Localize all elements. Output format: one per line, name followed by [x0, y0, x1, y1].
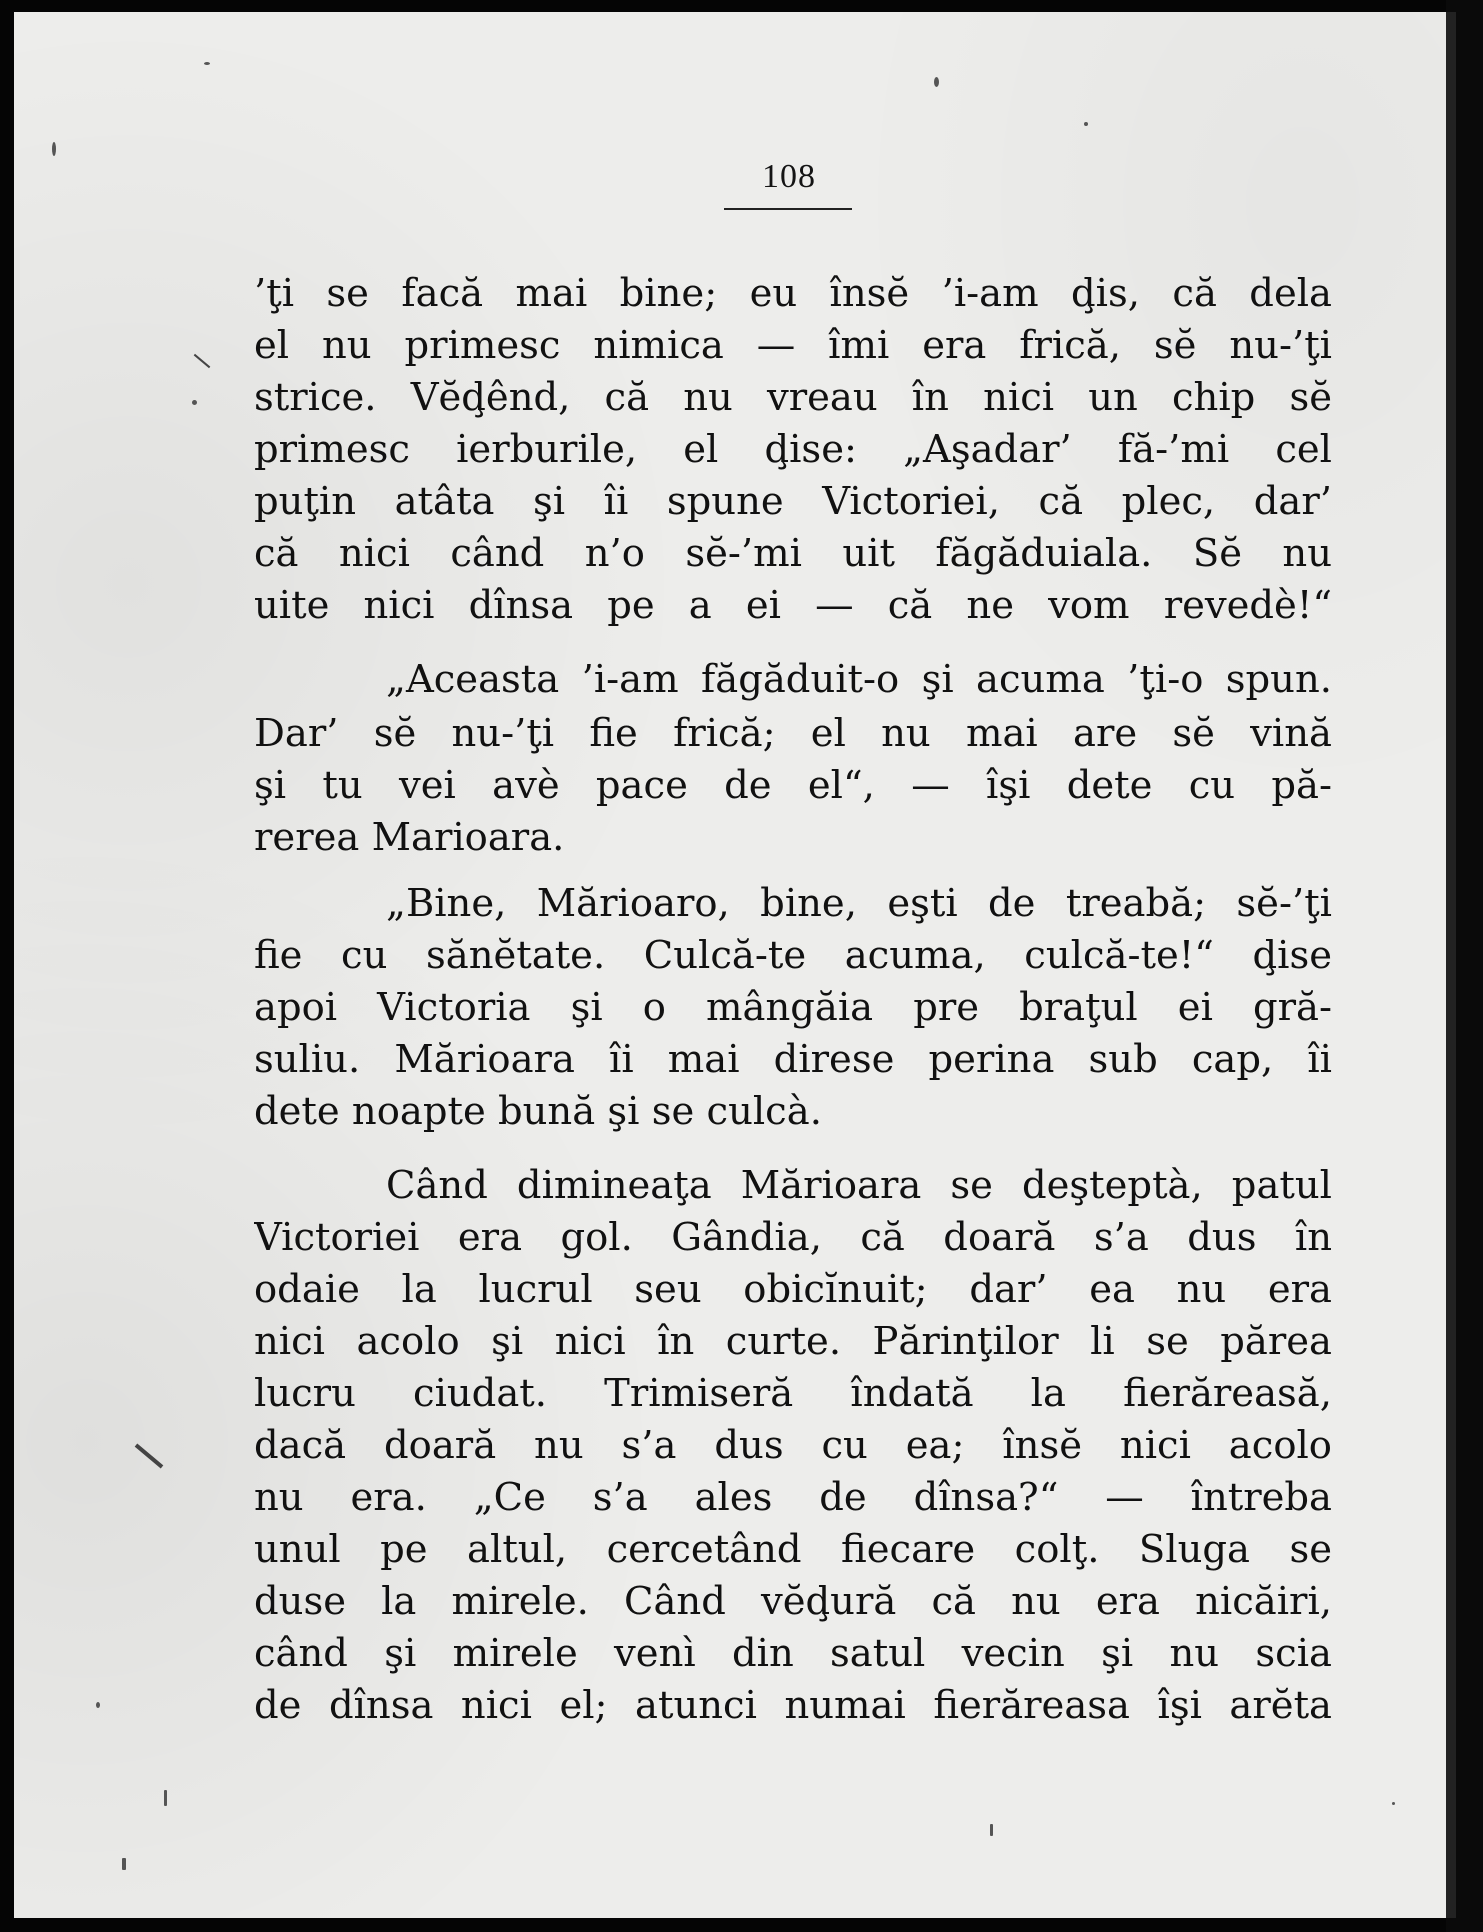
text-line: unul pe altul, cercetând fiecare colţ. Sluga se	[254, 1527, 1332, 1572]
text-line: odaie la lucrul seu obicĭnuit; dar’ ea nu era	[254, 1267, 1332, 1312]
text-line: „Aceasta ’i-am făgăduit-o şi acuma ’ţi-o spun.	[386, 657, 1332, 702]
text-line: suliu. Mărioara îi mai direse perina sub cap, îi	[254, 1037, 1332, 1082]
text-line: dete noapte bună şi se culcà.	[254, 1089, 822, 1134]
page-right-shadow	[1446, 12, 1456, 1918]
ink-speck	[122, 1858, 126, 1870]
ink-speck	[934, 77, 939, 87]
text-line: nu era. „Ce s’a ales de dînsa?“ — întreba	[254, 1475, 1332, 1520]
ink-speck	[164, 1790, 167, 1806]
text-line: rerea Marioara.	[254, 815, 565, 860]
text-line: el nu primesc nimica — îmi era frică, sĕ nu-’ţi	[254, 323, 1332, 368]
text-line: că nici când n’o sĕ-’mi uit făgăduiala. Sĕ nu	[254, 531, 1332, 576]
text-line: de dînsa nici el; atunci numai fierăreasa îşi arĕta	[254, 1683, 1332, 1728]
text-line: când şi mirele venì din satul vecin şi nu scia	[254, 1631, 1332, 1676]
text-line: primesc ierburile, el ḑise: „Aşadar’ fă-’mi cel	[254, 427, 1332, 472]
text-line: apoi Victoria şi o mângăia pre braţul ei gră-	[254, 985, 1332, 1030]
text-line: nici acolo şi nici în curte. Părinţilor li se părea	[254, 1319, 1332, 1364]
text-line: Victoriei era gol. Gândia, că doară s’a dus în	[254, 1215, 1332, 1260]
text-line: duse la mirele. Când vĕḑură că nu era nicăiri,	[254, 1579, 1332, 1624]
text-line: Când dimineaţa Mărioara se deşteptà, patul	[386, 1163, 1332, 1208]
ink-speck	[1084, 122, 1088, 126]
ink-speck	[96, 1702, 100, 1708]
text-line: dacă doară nu s’a dus cu ea; însĕ nici acolo	[254, 1423, 1332, 1468]
ink-speck	[1392, 1802, 1395, 1805]
ink-speck	[192, 400, 197, 405]
text-line: şi tu vei avè pace de el“, — îşi dete cu pă-	[254, 763, 1332, 808]
page-number-rule	[724, 208, 852, 210]
text-line: Dar’ sĕ nu-’ţi fie frică; el nu mai are sĕ vină	[254, 711, 1332, 756]
ink-mark	[194, 354, 211, 368]
ink-speck	[52, 142, 56, 156]
ink-mark	[135, 1444, 164, 1469]
text-line: lucru ciudat. Trimiseră îndată la fierăreasă,	[254, 1371, 1332, 1416]
text-line: puţin atâta şi îi spune Victoriei, că plec, dar’	[254, 479, 1332, 524]
text-line: ’ţi se facă mai bine; eu însĕ ’i-am ḑis, că dela	[254, 271, 1332, 316]
ink-speck	[204, 62, 210, 65]
text-line: strice. Vĕḑênd, că nu vreau în nici un chip sĕ	[254, 375, 1332, 420]
ink-speck	[990, 1824, 993, 1836]
page-number: 108	[762, 158, 816, 195]
text-line: uite nici dînsa pe a ei — că ne vom revedè!“	[254, 583, 1332, 628]
text-line: „Bine, Mărioaro, bine, eşti de treabă; sĕ-’ţi	[386, 881, 1332, 926]
text-line: fie cu sănĕtate. Culcă-te acuma, culcă-te!“ ḑise	[254, 933, 1332, 978]
